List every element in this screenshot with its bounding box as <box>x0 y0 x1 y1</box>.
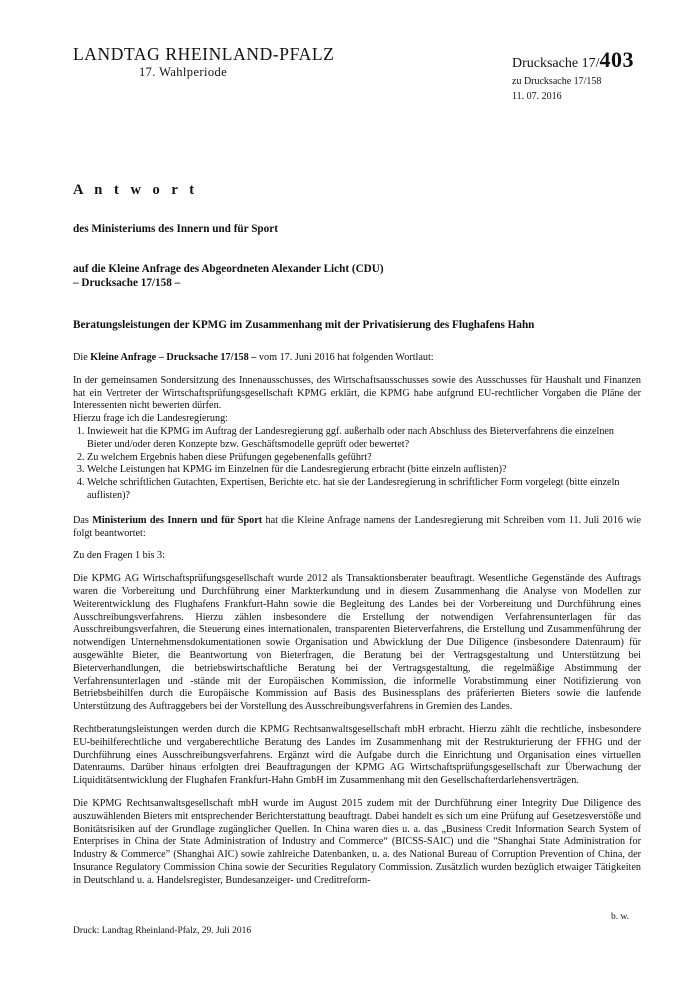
print-info: Druck: Landtag Rheinland-Pfalz, 29. Juli 2016 <box>73 926 252 936</box>
intro-paragraph <box>73 352 641 365</box>
document-date: 11. 07. 2016 <box>512 91 562 102</box>
ministry-line: des Ministeriums des Innern und für Sport <box>73 223 278 235</box>
inquiry-heading <box>73 262 643 290</box>
answer-intro-pre: Das <box>73 514 93 526</box>
masthead <box>73 44 334 80</box>
answer-heading: Zu den Fragen 1 bis 3: <box>73 550 165 562</box>
answer-intro-bold: Ministerium des Innern und für Sport <box>92 514 263 526</box>
answer-intro-post: hat die Kleine Anfrage namens der Landesregierung mit Schreiben vom 11. Juli 2016 wie folgt beantwortet: <box>73 514 642 539</box>
inquiry-line-2: – Drucksache 17/158 – <box>73 277 181 289</box>
related-drucksache: zu Drucksache 17/158 <box>512 76 602 87</box>
question-item: 1. Inwieweit hat die KPMG im Auftrag der Landesregierung ggf. außerhalb oder nach Abschluss des Bieterverfahrens die einzelnen Bieter und/oder deren Konzepte bzw. Geschäftsmodelle geprüft oder bewertet? <box>87 426 641 452</box>
subject-line: Beratungsleistungen der KPMG im Zusammenhang mit der Privatisierung des Flughafens Hahn <box>73 319 535 331</box>
question-lead: Hierzu frage ich die Landesregierung: <box>73 413 229 425</box>
answer-paragraph: Rechtberatungsleistungen werden durch die KPMG Rechtsanwaltsgesellschaft mbH erbracht. Hierzu zählt die rechtliche, insbesondere EU-beihilferechtliche und vergaberechtliche Beratung des Landes im Zusammenhang mit der Restrukturierung der FFHG und der Durchführung eines Ausschreibungsverfahrens. Ergänzt wird die Aufgabe durch die Einrichtung und Organisation eines virtuellen Datenraums. Darüber hinaus erfolgten drei Beauftragungen der KPMG AG Wirtschaftsprüfungsgesellschaft zur Überwachung der Liquiditätsentwicklung der Flughafen Frankfurt-Hahn GmbH im Zusammenhang mit den Gesellschafterdarlehensverträgen. <box>73 723 641 787</box>
drucksache-big-number: 403 <box>599 47 634 72</box>
answer-paragraph: Die KPMG AG Wirtschaftsprüfungsgesellschaft wurde 2012 als Transaktionsberater beauftragt. Wesentliche Gegenstände des Auftrags waren die Vorbereitung und Durchführung einer Markterkundung und in diesem Zusammenhang die Analyse von Modellen zur Weiterentwicklung des Flughafens Frankfurt-Hahn sowie die Begleitung des Landes bei der Vorbereitung und Durchführung eines Ausschreibungsverfahrens. Hierzu zählen insbesondere die Erstellung der notwendigen Verfahrensunterlagen für das Ausschreibungsverfahren, die Steuerung eines internationalen, transparenten Bieterverfahrens, die Erstellung und Zusammenführung der notwendigen Unternehmensdokumentationen sowie Organisation und Abwicklung der Due Diligence (insbesondere Datenraum) für ausgewählte Bieter, die Beantwortung von Bieterfragen, die Beratung bei der Vertragsgestaltung und Unterstützung bei Bieterverhandlungen, die betriebswirtschaftliche Beratung bei der Vertragsgestaltung, die regelmäßige Abstimmung der Verfahrensunterlagen und -stände mit der Europäischen Kommission, die informelle Vorabstimmung einer Notifizierung von Betriebsbeihilfen durch die Europäische Kommission auf Basis des Businessplans des präferierten Bieters sowie die laufende Unterstützung des Auftraggebers bei der Vorstellung des Ausschreibungsverfahrens in Gremien des Landes. <box>73 573 641 713</box>
parliament-name: LANDTAG RHEINLAND-PFALZ <box>73 44 335 64</box>
drucksache-number <box>512 47 634 74</box>
document-reference <box>512 47 634 104</box>
document-title: A n t w o r t <box>73 182 199 198</box>
drucksache-prefix: Drucksache 17/ <box>512 56 600 71</box>
question-list <box>73 426 641 503</box>
intro-post: vom 17. Juni 2016 hat folgenden Wortlaut: <box>256 352 434 363</box>
question-item: 4. Welche schriftlichen Gutachten, Expertisen, Berichte etc. hat sie der Landesregierung in schriftlicher Form vorgelegt (bitte einzeln auflisten)? <box>87 477 641 503</box>
intro-bold: Kleine Anfrage – Drucksache 17/158 – <box>90 352 257 363</box>
answer-intro <box>73 515 641 541</box>
legislative-period: 17. Wahlperiode <box>139 65 228 79</box>
question-text: In der gemeinsamen Sondersitzung des Innenausschusses, des Wirtschaftsausschusses sowie des Ausschusses für Haushalt und Finanzen hat ein Vertreter der Wirtschaftsprüfungsgesellschaft KPMG erklärt, die KPMG habe aufgrund EU-rechtlicher Vorgaben die Pläne der Interessenten nicht bewerten dürfen. <box>73 374 641 412</box>
intro-pre: Die <box>73 352 91 363</box>
continue-marker: b. w. <box>611 912 630 922</box>
question-item: 3. Welche Leistungen hat KPMG im Einzelnen für die Landesregierung erbracht (bitte einzeln auflisten)? <box>87 464 641 477</box>
question-item: 2. Zu welchem Ergebnis haben diese Prüfungen gegebenenfalls geführt? <box>87 452 641 465</box>
answer-paragraph: Die KPMG Rechtsanwaltsgesellschaft mbH wurde im August 2015 zudem mit der Durchführung einer Integrity Due Diligence des auszuwählenden Bieters mit entsprechender Berichterstattung beauftragt. Dabei handelt es sich um eine Prüfung auf Gesetzesverstöße und Bonitätsrisiken auf der Grundlage zugänglicher Quellen. In China waren dies u. a. das „Business Credit Information Search System of Enterprises in China der State Administration of Industry and Commerce“ (BICSS-SAIC) und die “Shanghai State Administration for Industry & Commerce” (Shanghai AIC) sowie zahlreiche Datenbanken, u. a. des National Bureau of Corruption Prevention of China, der Insurance Regulatory Commission China sowie der Securities Regulatory Commission. Zusätzlich wurden bezüglich etwaiger Tätigkeiten in Deutschland u. a. Handelsregister, Bundesanzeiger- und Creditreform- <box>73 797 641 886</box>
document-body <box>73 352 641 897</box>
inquiry-line-1: auf die Kleine Anfrage des Abgeordneten Alexander Licht (CDU) <box>73 263 384 275</box>
